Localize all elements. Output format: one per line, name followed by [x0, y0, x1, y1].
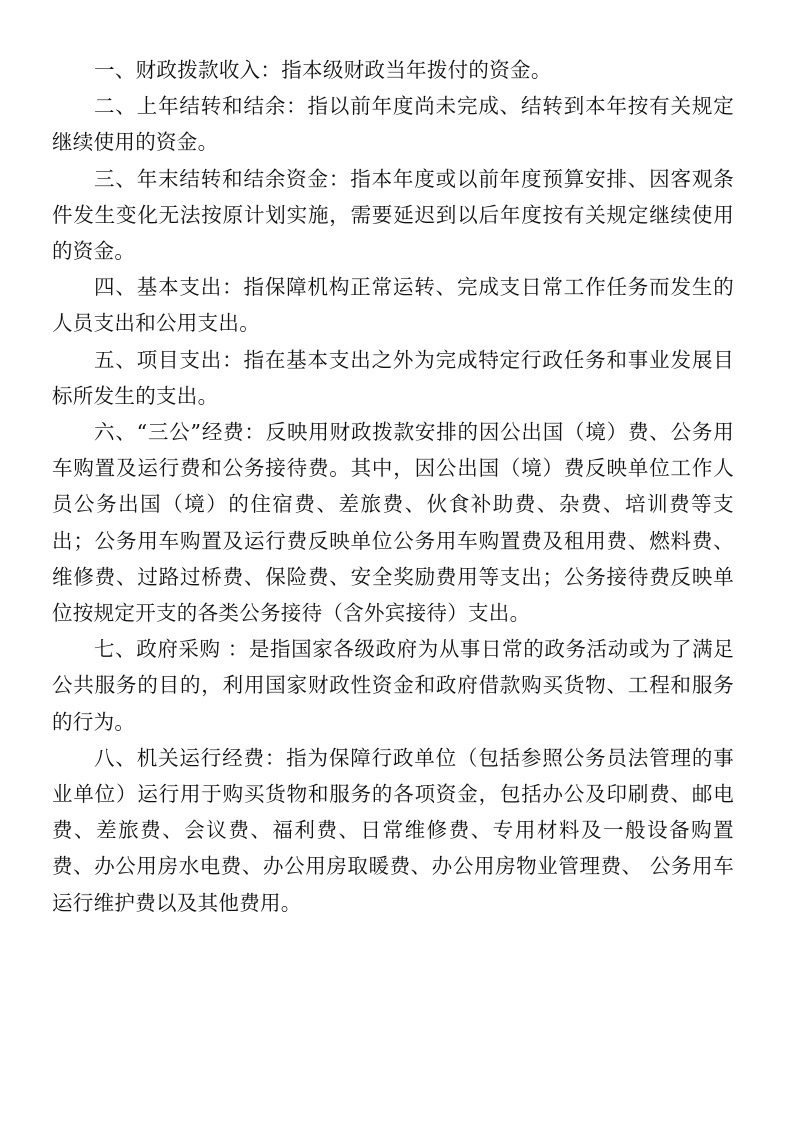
- paragraph-basic-expenditure: 四、基本支出：指保障机构正常运转、完成支日常工作任务而发生的人员支出和公用支出。: [52, 275, 734, 336]
- paragraph-fiscal-appropriation-income: 一、财政拨款收入：指本级财政当年拨付的资金。: [94, 58, 552, 82]
- document-page: [52, 52, 734, 921]
- paragraph-prior-year-carryover: 二、上年结转和结余：指以前年度尚未完成、结转到本年按有关规定继续使用的资金。: [52, 94, 734, 155]
- paragraph-three-public-expenses: 六、“三公”经费：反映用财政拨款安排的因公出国（境）费、公务用车购置及运行费和公务接待费。其中，因公出国（境）费反映单位工作人员公务出国（境）的住宿费、差旅费、伙食补助费、杂费、培训费等支出；公务用车购置及运行费反映单位公务用车购置费及租用费、燃料费、维修费、过路过桥费、保险费、安全奖励费用等支出；公务接待费反映单位按规定开支的各类公务接待（含外宾接待）支出。: [52, 420, 734, 626]
- paragraph-agency-operating-expenses: 八、机关运行经费：指为保障行政单位（包括参照公务员法管理的事业单位）运行用于购买货物和服务的各项资金，包括办公及印刷费、邮电费、差旅费、会议费、福利费、日常维修费、专用材料及一般设备购置费、办公用房水电费、办公用房取暖费、办公用房物业管理费、 公务用车运行维护费以及其他费用。: [52, 745, 734, 915]
- paragraph-year-end-carryover: 三、年末结转和结余资金：指本年度或以前年度预算安排、因客观条件发生变化无法按原计划实施，需要延迟到以后年度按有关规定继续使用的资金。: [52, 166, 734, 264]
- paragraph-government-procurement: 七、政府采购 ：是指国家各级政府为从事日常的政务活动或为了满足公共服务的目的，利用国家财政性资金和政府借款购买货物、工程和服务的行为。: [52, 637, 734, 734]
- paragraph-project-expenditure: 五、项目支出：指在基本支出之外为完成特定行政任务和事业发展目标所发生的支出。: [52, 347, 734, 408]
